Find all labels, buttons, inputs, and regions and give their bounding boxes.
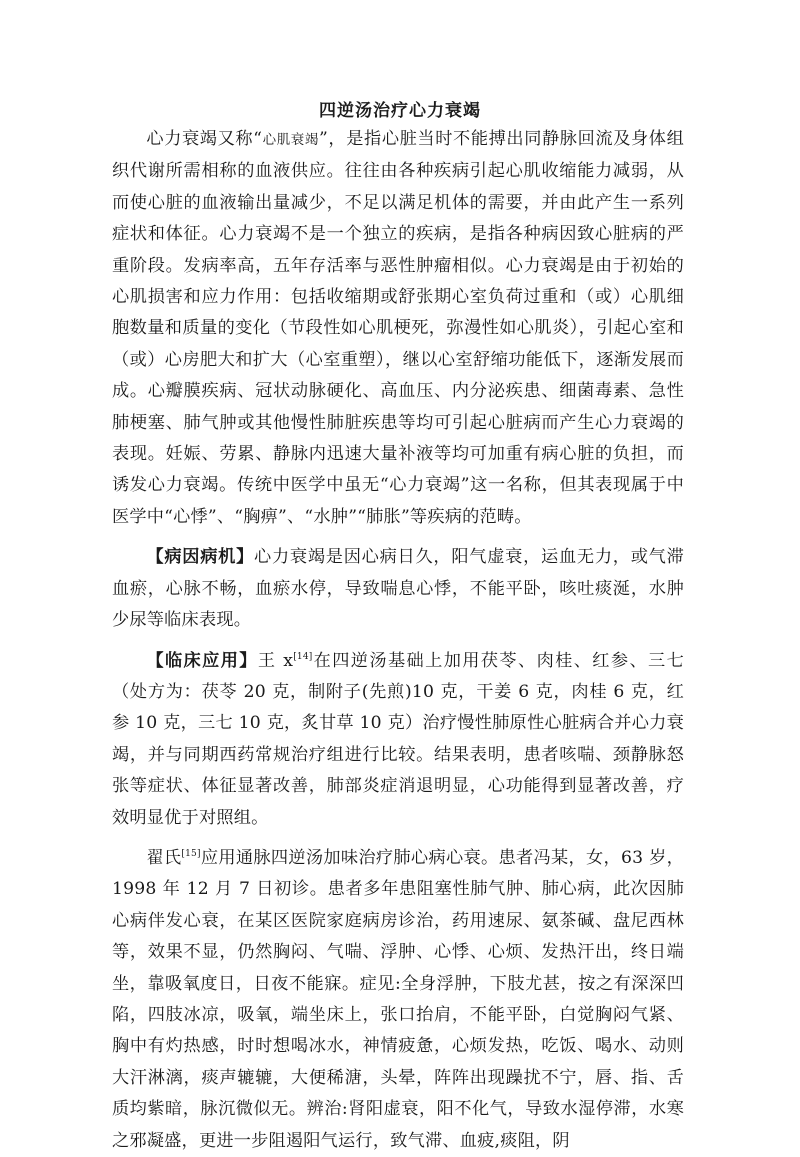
case-author: 翟氏	[146, 847, 182, 868]
intro-quoted-term: 心肌衰竭	[262, 132, 320, 148]
citation-14: [14]	[293, 651, 313, 662]
paragraph-intro	[112, 124, 684, 533]
clinical-text: 在四逆汤基础上加用茯苓、肉桂、红参、三七（处方为：茯苓 20 克，制附子(先煎)10 克，干姜 6 克，肉桂 6 克，红参 10 克，三七 10 克，炙甘草 10 克）治疗慢性肺原性心脏病合并心力衰竭，并与同期西药常规治疗组进行比较。结果表明，患者咳喘、颈静脉怒张等症状、体征显著改善，肺部炎症消退明显，心功能得到显著改善，疗效明显优于对照组。	[112, 650, 684, 828]
paragraph-etiology	[112, 542, 684, 636]
etiology-heading: 【病因病机】	[146, 547, 255, 568]
citation-15: [15]	[181, 848, 201, 859]
page-title: 四逆汤治疗心力衰竭	[319, 101, 481, 121]
clinical-heading: 【临床应用】	[146, 650, 258, 671]
etiology-text: 心力衰竭是因心病日久，阳气虚衰，运血无力，或气滞血瘀，心脉不畅，血瘀水停，导致喘息心悸，不能平卧，咳吐痰涎，水肿少尿等临床表现。	[112, 547, 684, 631]
case-text: 应用通脉四逆汤加味治疗肺心病心衰。患者冯某，女，63 岁，1998 年 12 月 7 日初诊。患者多年患阻塞性肺气肿、肺心病，此次因肺心病伴发心衰，在某区医院家庭病房诊治，药用速尿、氨茶碱、盘尼西林等，效果不显，仍然胸闷、气喘、浮肿、心悸、心烦、发热汗出，终日端坐，靠吸氧度日，日夜不能寐。症见:全身浮肿，下肢尤甚，按之有深深凹陷，四肢冰凉，吸氧，端坐床上，张口抬肩，不能平卧，白觉胸闷气紧、胸中有灼热感，时时想喝冰水，神情疲惫，心烦发热，吃饭、喝水、动则大汗淋漓，痰声辘辘，大便稀溏，头晕，阵阵出现躁扰不宁，唇、指、舌质均紫暗，脉沉微似无。辨治:肾阳虚衰，阳不化气，导致水湿停滞，水寒之邪凝盛，更进一步阻遏阳气运行，致气滞、血疲,痰阻，阴	[112, 847, 685, 1151]
article-body	[112, 124, 684, 1157]
intro-text-rest: ”，是指心脏当时不能搏出同静脉回流及身体组织代谢所需相称的血液供应。往往由各种疾病引起心肌收缩能力减弱，从而使心脏的血液输出量减少，不足以满足机体的需要，并由此产生一系列症状和体征。心力衰竭不是一个独立的疾病，是指各种病因致心脏病的严重阶段。发病率高，五年存活率与恶性肿瘤相似。心力衰竭是由于初始的心肌损害和应力作用：包括收缩期或舒张期心室负荷过重和（或）心肌细胞数量和质量的变化（节段性如心肌梗死，弥漫性如心肌炎），引起心室和（或）心房肥大和扩大（心室重塑），继以心室舒缩功能低下，逐渐发展而成。心瓣膜疾病、冠状动脉硬化、高血压、内分泌疾患、细菌毒素、急性肺梗塞、肺气肿或其他慢性肺脏疾患等均可引起心脏病而产生心力衰竭的表现。妊娠、劳累、静脉内迅速大量补液等均可加重有病心脏的负担，而诱发心力衰竭。传统中医学中虽无“心力衰竭”这一名称，但其表现属于中医学中“心悸”、“胸痹”、“水肿”“肺胀”等疾病的范畴。	[112, 129, 684, 527]
clinical-author: 王 x	[257, 650, 294, 671]
intro-text-start: 心力衰竭又称“	[146, 129, 263, 149]
paragraph-case	[112, 843, 684, 1157]
paragraph-clinical	[112, 646, 684, 834]
